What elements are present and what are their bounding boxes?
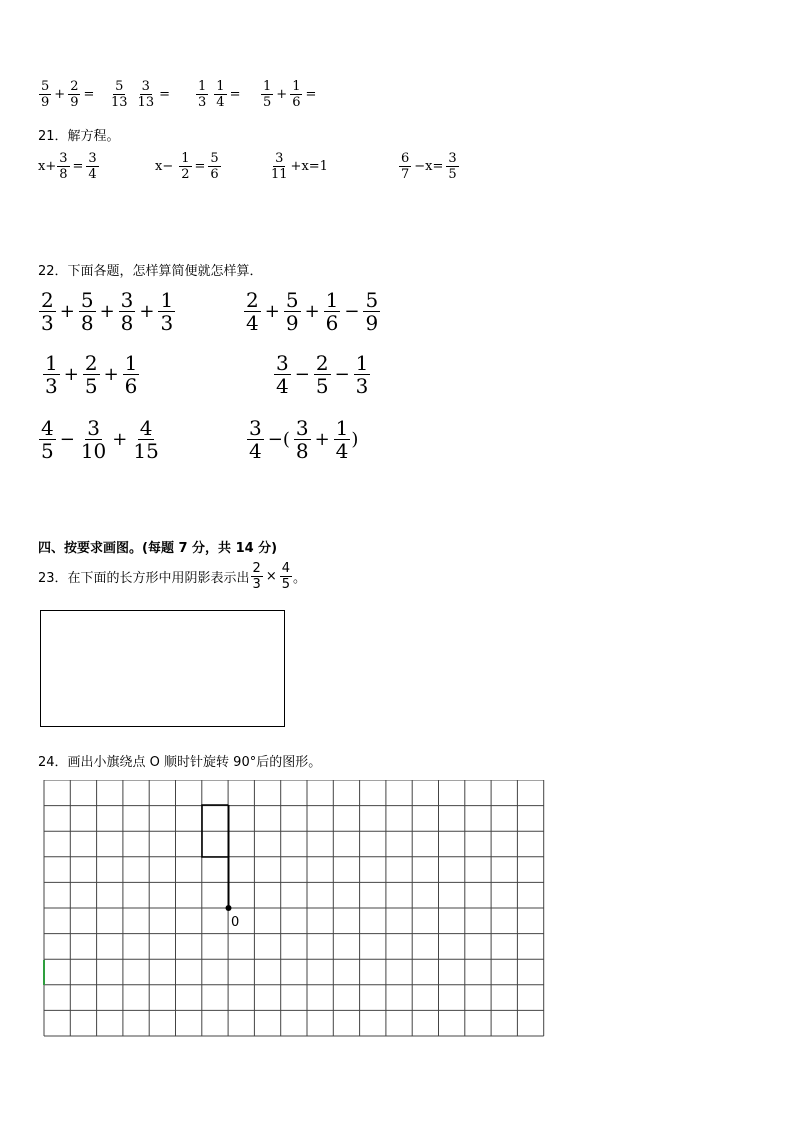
point-o [226,905,232,911]
numerator: 5 [365,288,379,312]
calc-1 [38,80,96,109]
numerator: 2 [70,79,79,94]
question-23-suffix: 。 [293,571,307,586]
numerator: 3 [249,416,262,440]
denominator: 15 [133,439,159,463]
denominator: 3 [198,95,207,110]
equals-sign: = [229,87,241,102]
operator: − [334,364,350,385]
numerator: 5 [41,79,50,94]
denominator: 8 [80,311,94,335]
numerator: 2 [315,351,329,375]
fraction [324,290,341,333]
numerator: 1 [45,351,58,375]
square-grid[interactable] [40,780,545,1038]
numerator: 1 [263,79,272,94]
fraction [79,290,96,333]
operator: ) [351,429,359,450]
operator: − [344,301,360,322]
operator: + [63,364,79,385]
denominator: 3 [252,577,261,592]
fraction [284,290,301,333]
point-o-label: 0 [231,915,240,930]
fraction [399,152,411,181]
fraction [79,418,108,461]
equation-text: +x=1 [290,159,328,174]
calc-4 [260,80,318,109]
numerator: 1 [181,151,190,166]
equation-2 [155,152,222,181]
fraction [334,418,351,461]
denominator: 4 [335,439,349,463]
operator: × [265,569,277,584]
expression-3 [42,353,140,396]
numerator: 5 [80,288,94,312]
fraction [354,353,371,396]
equation-text: −x= [414,159,444,174]
expression-1 [38,290,176,333]
denominator: 9 [41,95,50,110]
denominator: 5 [263,95,272,110]
denominator: 4 [88,167,97,182]
fraction [314,353,331,396]
question-23 [38,562,306,591]
question-23-text: 23．在下面的长方形中用阴影表示出 [38,571,250,586]
fraction [119,290,136,333]
numerator: 5 [210,151,219,166]
drawing-rectangle[interactable] [40,610,285,727]
fraction [179,152,191,181]
numerator: 5 [115,79,124,94]
fraction [290,80,302,109]
fraction [158,290,175,333]
denominator: 5 [315,374,329,398]
numerator: 1 [292,79,301,94]
fraction [196,80,208,109]
fraction [247,418,264,461]
denominator: 4 [216,95,225,110]
denominator: 9 [285,311,299,335]
numerator: 2 [84,351,98,375]
fraction [57,152,69,181]
fraction [43,353,60,396]
denominator: 8 [59,167,68,182]
operator: + [112,429,128,450]
expression-2 [243,290,381,333]
denominator: 2 [181,167,190,182]
operator: + [99,301,115,322]
fraction [214,80,226,109]
fraction [86,152,98,181]
numerator: 3 [120,288,134,312]
denominator: 4 [246,311,259,335]
denominator: 5 [84,374,98,398]
equals-sign: = [194,159,206,174]
fraction [208,152,220,181]
section-4-title: 四、按要求画图。(每题 7 分，共 14 分) [38,541,278,556]
fraction [39,80,51,109]
fraction [131,418,160,461]
equation-4 [398,152,460,181]
fraction [39,290,56,333]
denominator: 10 [80,439,107,463]
denominator: 6 [124,374,138,398]
equation-1 [38,152,100,181]
fraction [136,80,157,109]
numerator: 1 [335,416,349,440]
denominator: 6 [210,167,219,182]
fraction [39,418,56,461]
equation-text: x− [155,159,174,174]
operator: + [276,87,288,102]
numerator: 2 [41,288,54,312]
numerator: 2 [252,561,261,576]
equals-sign: = [159,87,170,102]
operator: + [59,301,75,322]
operator: − [294,364,310,385]
denominator: 6 [325,311,339,335]
denominator: 6 [292,95,301,110]
denominator: 4 [249,439,262,463]
numerator: 3 [275,151,284,166]
operator: + [304,301,320,322]
fraction [244,290,261,333]
denominator: 9 [70,95,79,110]
fraction [261,80,273,109]
calc-2 [108,80,172,109]
denominator: 5 [41,439,54,463]
numerator: 1 [216,79,225,94]
numerator: 3 [88,151,97,166]
numerator: 3 [448,151,457,166]
operator: − [59,429,75,450]
operator: + [139,301,155,322]
question-21-title: 21．解方程。 [38,129,120,144]
denominator: 8 [120,311,134,335]
question-24-title: 24．画出小旗绕点 O 顺时针旋转 90°后的图形。 [38,755,322,770]
fraction [83,353,100,396]
calc-3 [195,80,242,109]
operator: + [264,301,280,322]
expression-5 [38,418,162,461]
numerator: 4 [281,561,291,576]
numerator: 1 [355,351,369,375]
fraction [446,152,458,181]
fraction [280,562,292,591]
fraction [269,152,290,181]
denominator: 5 [448,167,457,182]
denominator: 3 [355,374,369,398]
denominator: 13 [111,95,128,110]
operator: −( [267,429,290,450]
numerator: 4 [41,416,54,440]
numerator: 3 [295,416,309,440]
equals-sign: = [305,87,317,102]
operator: + [103,364,119,385]
equation-text: x+ [38,159,57,174]
denominator: 3 [45,374,58,398]
operator: + [314,429,330,450]
denominator: 8 [295,439,309,463]
denominator: 7 [401,167,410,182]
denominator: 4 [276,374,289,398]
numerator: 3 [141,79,150,94]
denominator: 13 [137,95,155,110]
equals-sign: = [72,159,84,174]
grid-lines [44,780,544,1036]
denominator: 11 [271,167,288,182]
numerator: 6 [401,151,410,166]
expression-4 [273,353,371,396]
fraction [123,353,140,396]
numerator: 2 [246,288,259,312]
question-22-title: 22．下面各题，怎样算简便就怎样算． [38,264,263,279]
expression-6 [246,418,361,461]
numerator: 1 [198,79,207,94]
equation-3 [268,152,328,181]
numerator: 1 [325,288,339,312]
numerator: 3 [87,416,100,440]
numerator: 3 [276,351,289,375]
numerator: 5 [285,288,299,312]
numerator: 4 [139,416,153,440]
fraction [363,290,380,333]
denominator: 9 [365,311,379,335]
equals-sign: = [83,87,95,102]
fraction [68,80,80,109]
flag [202,805,232,911]
operator: + [54,87,66,102]
denominator: 3 [160,311,174,335]
denominator: 3 [41,311,54,335]
denominator: 5 [281,577,291,592]
fraction [251,562,263,591]
numerator: 1 [124,351,138,375]
numerator: 1 [160,288,174,312]
fraction [109,80,130,109]
fraction [294,418,311,461]
numerator: 3 [59,151,68,166]
fraction [274,353,291,396]
